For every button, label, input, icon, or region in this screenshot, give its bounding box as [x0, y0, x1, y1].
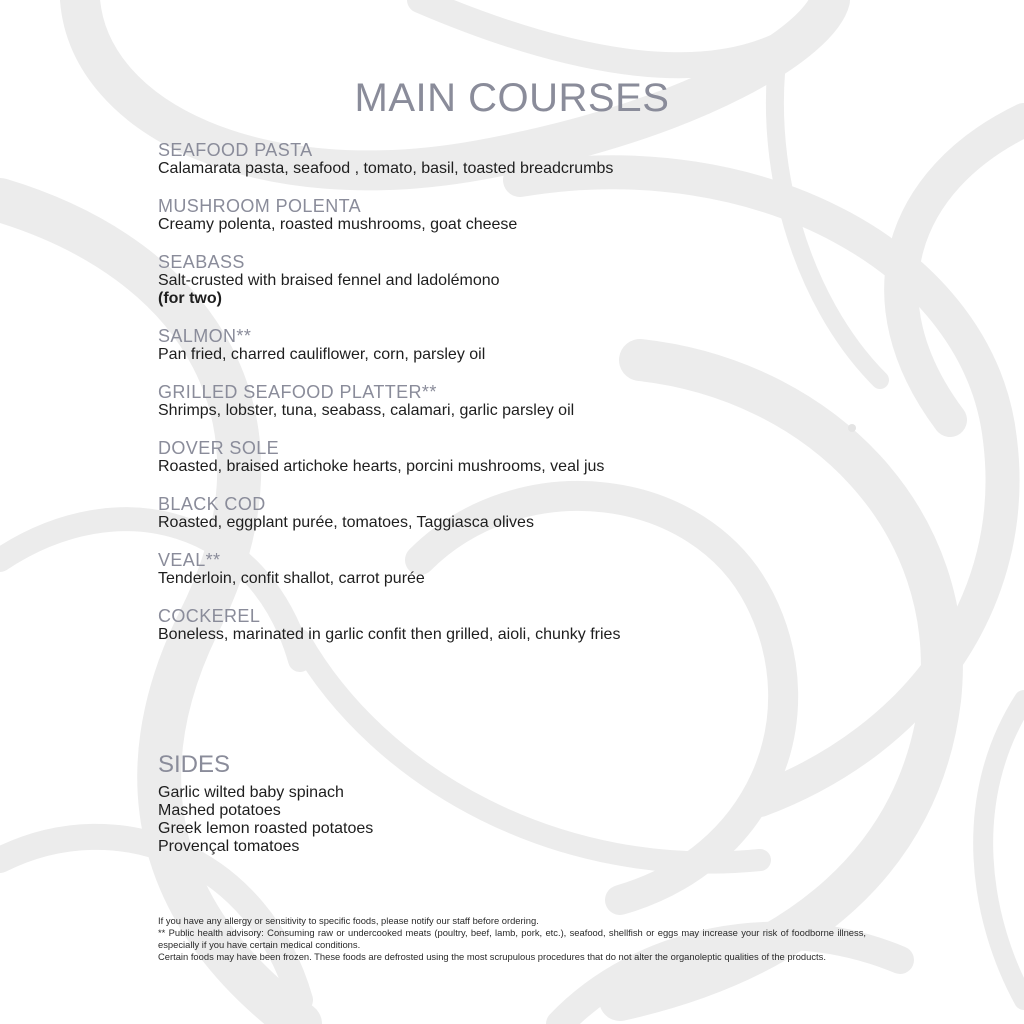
dish-description: Tenderloin, confit shallot, carrot purée — [158, 570, 425, 587]
dish-item — [158, 438, 878, 476]
dish-name: MUSHROOM POLENTA — [158, 196, 362, 216]
dish-description: Boneless, marinated in garlic confit then grilled, aioli, chunky fries — [158, 626, 621, 643]
sides-title: SIDES — [158, 751, 231, 778]
dish-item — [158, 382, 878, 420]
dish-item — [158, 252, 878, 308]
sides-list — [158, 784, 373, 856]
dish-item — [158, 140, 878, 178]
menu-title: MAIN COURSES — [354, 76, 670, 120]
dish-item — [158, 494, 878, 532]
footer-notes — [158, 915, 866, 963]
dish-description: Creamy polenta, roasted mushrooms, goat cheese — [158, 216, 518, 233]
health-advisory: ** Public health advisory: Consuming raw or undercooked meats (poultry, beef, lamb, pork, etc.), seafood, shellfish or eggs may increase your risk of foodborne illness, especially if you have certain medical conditions. — [158, 927, 866, 950]
dish-serving-note: (for two) — [158, 290, 222, 307]
dish-description: Roasted, braised artichoke hearts, porcini mushrooms, veal jus — [158, 458, 605, 475]
dish-description: Calamarata pasta, seafood , tomato, basil, toasted breadcrumbs — [158, 160, 614, 177]
dish-name: VEAL** — [158, 550, 221, 570]
dish-name: SALMON** — [158, 326, 252, 346]
side-item: Provençal tomatoes — [158, 838, 300, 855]
dish-description: Salt-crusted with braised fennel and ladolémono — [158, 272, 500, 289]
side-item: Garlic wilted baby spinach — [158, 784, 344, 801]
main-courses-list — [158, 140, 878, 662]
side-item: Greek lemon roasted potatoes — [158, 820, 374, 837]
dish-name: SEABASS — [158, 252, 245, 272]
dish-name: COCKEREL — [158, 606, 261, 626]
dish-name: BLACK COD — [158, 494, 266, 514]
dish-description: Pan fried, charred cauliflower, corn, parsley oil — [158, 346, 486, 363]
side-item: Mashed potatoes — [158, 802, 281, 819]
dish-item — [158, 550, 878, 588]
dish-item — [158, 326, 878, 364]
dish-item — [158, 606, 878, 644]
allergy-notice: If you have any allergy or sensitivity to specific foods, please notify our staff before ordering. — [158, 915, 539, 926]
dish-name: GRILLED SEAFOOD PLATTER** — [158, 382, 437, 402]
dish-name: SEAFOOD PASTA — [158, 140, 313, 160]
frozen-notice: Certain foods may have been frozen. These foods are defrosted using the most scrupulous procedures that do not alter the organoleptic qualities of the products. — [158, 951, 826, 962]
dish-description: Roasted, eggplant purée, tomatoes, Taggiasca olives — [158, 514, 534, 531]
dish-description: Shrimps, lobster, tuna, seabass, calamari, garlic parsley oil — [158, 402, 575, 419]
dish-name: DOVER SOLE — [158, 438, 280, 458]
dish-item — [158, 196, 878, 234]
